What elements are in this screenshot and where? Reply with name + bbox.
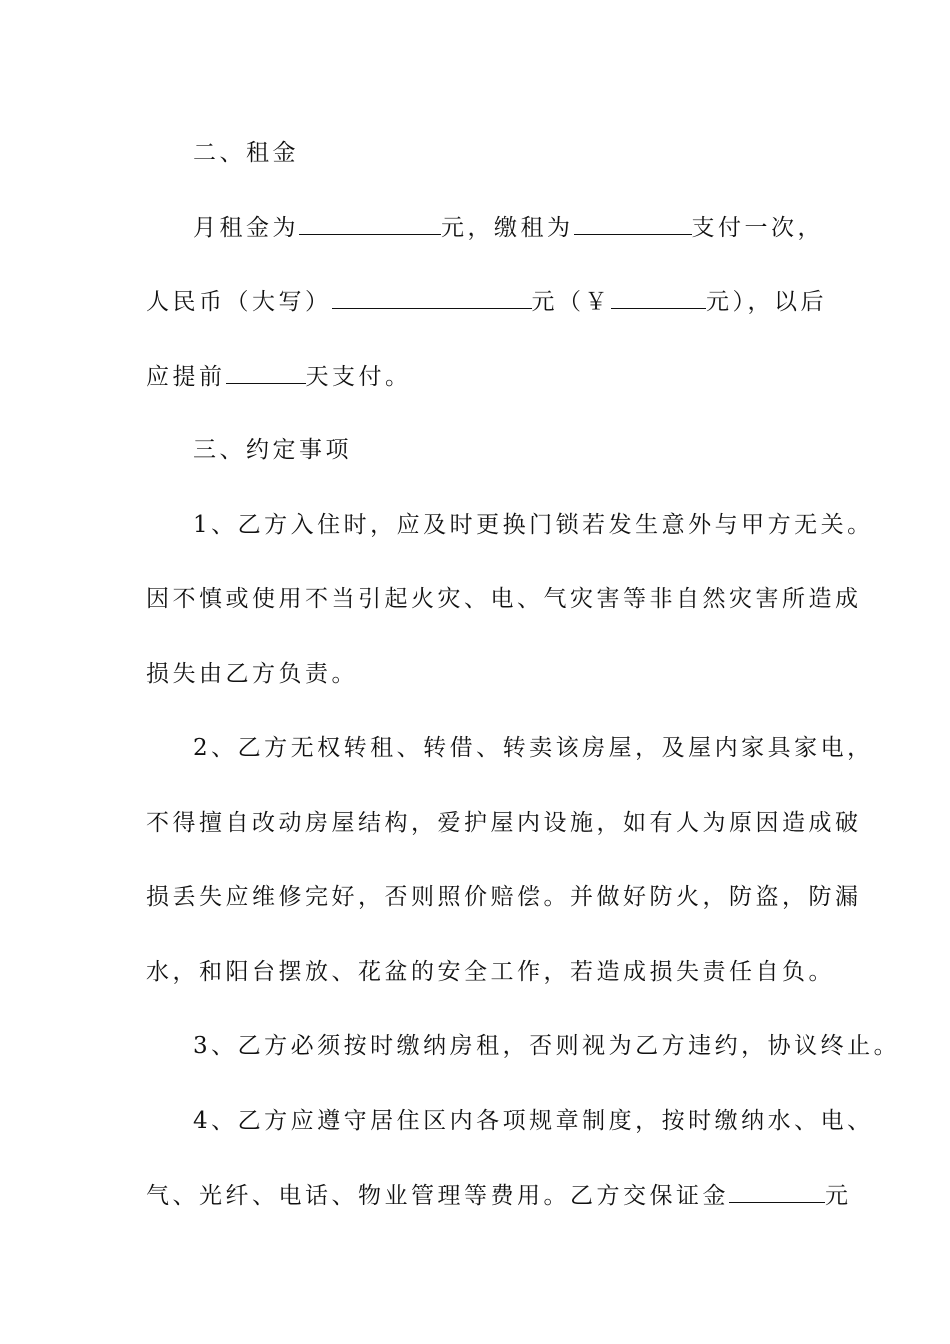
term-4-line-2: 气、光纤、电话、物业管理等费用。乙方交保证金 元 xyxy=(146,1180,826,1210)
rent-amount-line: 人民币（大写） 元（￥ 元），以后 xyxy=(146,286,826,316)
term-2-line-1: 2、乙方无权转租、转借、转卖该房屋，及屋内家具家电， xyxy=(193,735,874,761)
section-heading-rent: 二、租金 xyxy=(193,140,299,166)
amount-in-figures-blank xyxy=(611,286,706,309)
rent-advance-line: 应提前 天支付。 xyxy=(146,361,826,391)
term-2-line-3: 损丢失应维修完好，否则照价赔偿。并做好防火，防盗，防漏 xyxy=(146,884,862,910)
amount-in-words-blank xyxy=(332,286,532,309)
rent-monthly-line: 月租金为 元，缴租为 支付一次， xyxy=(193,212,873,242)
term-2-line-4: 水，和阳台摆放、花盆的安全工作，若造成损失责任自负。 xyxy=(146,959,835,985)
term-3-line-1: 3、乙方必须按时缴纳房租，否则视为乙方违约，协议终止。 xyxy=(193,1033,901,1059)
advance-days-blank xyxy=(226,361,306,384)
term-1-line-1: 1、乙方入住时，应及时更换门锁若发生意外与甲方无关。 xyxy=(193,512,874,538)
deposit-blank xyxy=(729,1180,825,1203)
term-4-line-1: 4、乙方应遵守居住区内各项规章制度，按时缴纳水、电、 xyxy=(193,1108,874,1134)
section-heading-terms: 三、约定事项 xyxy=(193,437,352,463)
monthly-rent-blank xyxy=(299,212,441,235)
term-1-line-3: 损失由乙方负责。 xyxy=(146,661,358,687)
term-1-line-2: 因不慎或使用不当引起火灾、电、气灾害等非自然灾害所造成 xyxy=(146,586,862,612)
payment-period-blank xyxy=(574,212,692,235)
term-2-line-2: 不得擅自改动房屋结构，爱护屋内设施，如有人为原因造成破 xyxy=(146,810,862,836)
